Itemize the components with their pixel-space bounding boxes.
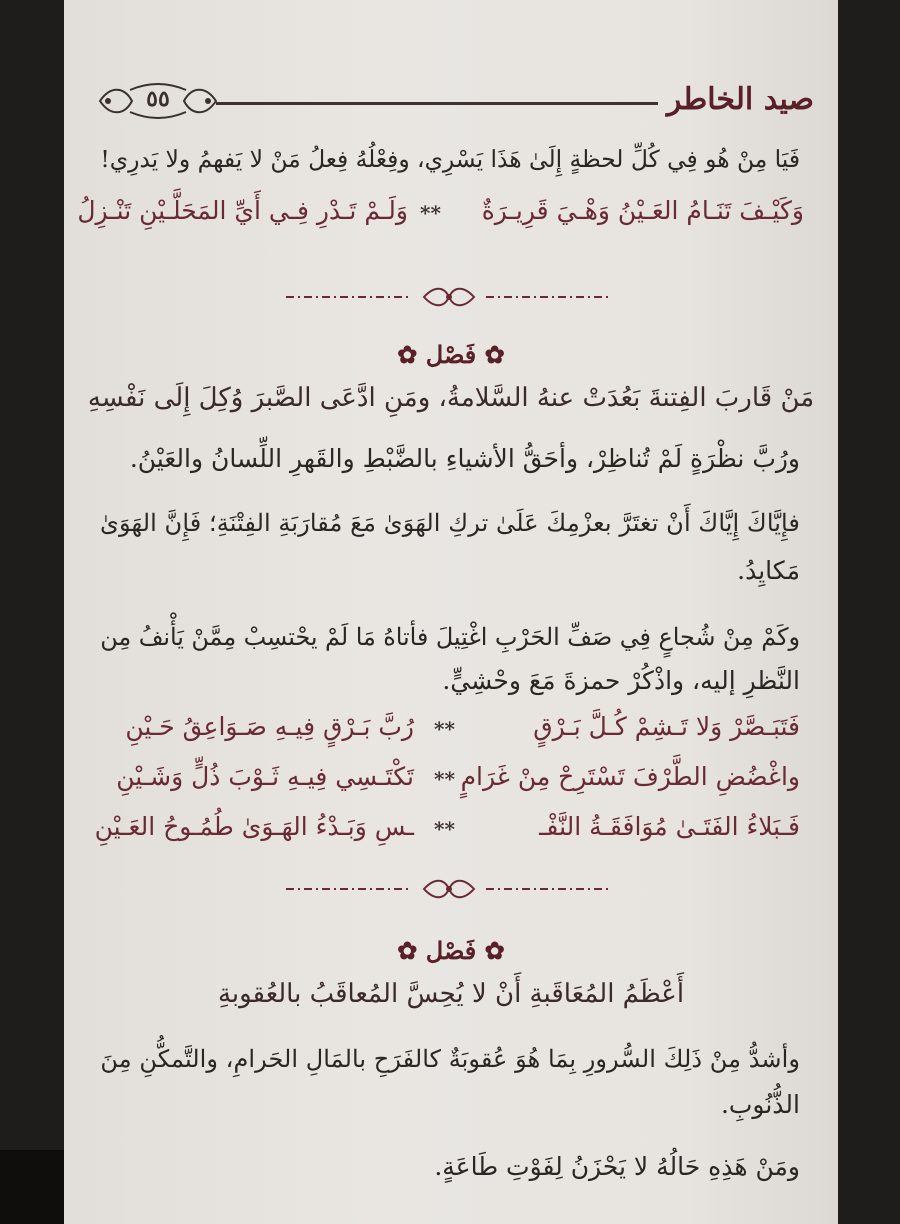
verse-separator: ** [434, 717, 455, 741]
verse-hemistich-left: وَلَـمْ تَـدْرِ فِـي أَيِّ المَحَلَّـيْنِ تَنْـزِلُ [77, 196, 408, 225]
background-edge [0, 1150, 64, 1224]
verse-line [64, 710, 838, 746]
verse-hemistich-left: ـسِ وَبَـدْءُ الهَـوَىٰ طُمُـوحُ العَـيْنِ [94, 812, 414, 841]
flower-ornament-icon: ✿ [397, 340, 426, 369]
verse-hemistich-left: رُبَّ بَـرْقٍ فِيـهِ صَـوَاعِقُ حَـيْنِ [125, 712, 414, 741]
section-heading-text: فَصْل [425, 340, 477, 369]
verse-hemistich-right: وَكَيْـفَ تَنَـامُ العَـيْنُ وَهْـيَ قَرِيـرَةٌ [481, 196, 804, 225]
prose-line: النَّظرِ إليه، واذْكُرْ حمزةَ مَعَ وحْشِيٍّ. [442, 666, 800, 695]
page-number: ٥٥ [146, 86, 170, 112]
flower-ornament-icon: ✿ [397, 936, 426, 965]
prose-line: ومَنْ هَذِهِ حَالُهُ لا يَحْزَنُ لِفَوْتِ طَاعَةٍ. [434, 1152, 800, 1181]
section-maxim: أَعْظَمُ المُعَاقَبةِ أَنْ لا يُحِسَّ المُعاقَبُ بالعُقوبةِ [217, 979, 685, 1009]
verse-hemistich-right: فَتَبَـصَّرْ وَلا تَـشِمْ كُـلَّ بَـرْقٍ [533, 712, 800, 741]
prose-line: وأشدُّ مِنْ ذَلِكَ السُّرورِ بِمَا هُوَ عُقوبَةٌ كالفَرَحِ بالمَالِ الحَرامِ، والتَّمكُّنِ مِنَ [100, 1045, 800, 1073]
verse-separator: ** [420, 201, 441, 225]
section-heading [64, 936, 838, 965]
prose-line: فإِيَّاكَ إِيَّاكَ أَنْ تغتَرَّ بعزْمِكَ عَلَىٰ تركِ الهَوَىٰ مَعَ مُقارَبَةِ الفِتْنَةِ؛ فَإِنَّ الهَوَىٰ [100, 508, 800, 537]
prose-line: فَيَا مِنْ هُو فِي كُلِّ لحظةٍ إِلَىٰ هَذَا يَسْرِي، وفِعْلُهُ فِعلُ مَنْ لا يَفهمُ ولا يَدرِي! [100, 145, 800, 173]
prose-line: مَكايِدُ. [737, 556, 800, 585]
section-heading-text: فَصْل [425, 936, 477, 965]
verse-line [64, 810, 838, 846]
section-heading [64, 340, 838, 369]
flower-ornament-icon: ✿ [476, 340, 505, 369]
verse-line [64, 760, 838, 796]
prose-line: الذُّنُوبِ. [720, 1090, 800, 1119]
flower-ornament-icon: ✿ [476, 936, 505, 965]
header-rule [216, 102, 658, 105]
verse-hemistich-right: فَـبَلاءُ الفَتَـىٰ مُوَافَقَـةُ النَّفْـ [539, 812, 800, 841]
section-divider-ornament [284, 876, 614, 902]
section-divider-ornament [284, 284, 614, 310]
verse-hemistich-left: تَكْتَـسِي فِيـهِ ثَـوْبَ ذُلٍّ وَشَـيْنِ [116, 762, 414, 791]
verse-hemistich-right: واغْضُضِ الطَّرْفَ تَسْتَرِحْ مِنْ غَرَامٍ [460, 762, 800, 791]
section-maxim: مَنْ قَاربَ الفِتنةَ بَعُدَتْ عنهُ السَّلامةُ، ومَنِ ادَّعَى الصَّبرَ وُكِلَ إِلَى نَفْسِهِ [87, 383, 815, 413]
page-header [94, 74, 814, 126]
prose-line: ورُبَّ نظْرَةٍ لَمْ تُناظِرْ، وأحَقُّ الأشياءِ بالضَّبْطِ والقَهرِ اللِّسانُ والعَيْنُ. [129, 444, 800, 473]
book-page [64, 0, 838, 1224]
running-title: صيد الخاطر [666, 82, 814, 117]
verse-line [64, 194, 838, 230]
verse-separator: ** [434, 767, 455, 791]
verse-separator: ** [434, 817, 455, 841]
prose-line: وكَمْ مِنْ شُجاعٍ فِي صَفِّ الحَرْبِ اغْتِيلَ فأتاهُ مَا لَمْ يحْتسِبْ مِمَّنْ يَأْنفُ مِن [100, 623, 800, 651]
